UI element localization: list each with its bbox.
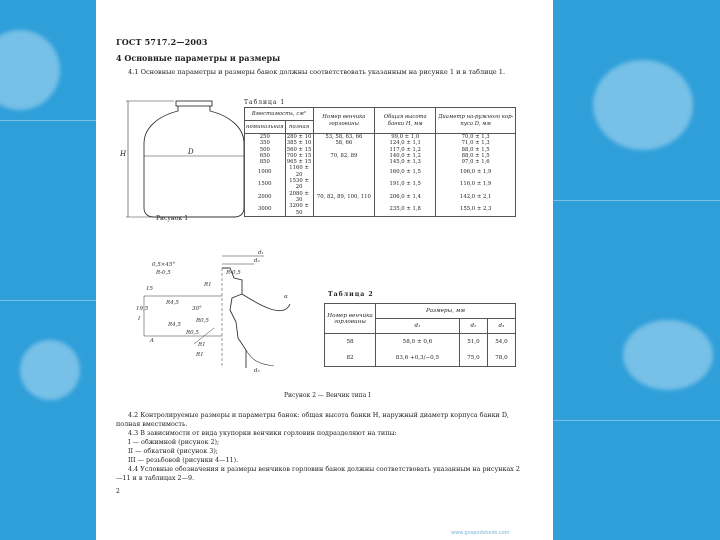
table-cell: 83,6 +0,3/−0,5 [376,350,460,367]
table-cell: 145,0 ± 1,3 [375,159,436,165]
table-cell: 350 [245,140,286,146]
section-title: 4 Основные параметры и размеры [116,53,281,63]
table1-header-nominal: номинальная [245,121,286,134]
list-item-type-3: III — резьбовой (рисунки 4—11). [128,456,239,464]
label-r1b: R1 [198,342,206,348]
table-cell: 70,0 ± 1,3 [436,134,516,141]
table-cell: 117,0 ± 1,2 [375,147,436,153]
label-chamfer: 0,5×45° [152,262,176,268]
label-r4-5b: R4,5 [168,322,181,328]
document-page [96,0,553,540]
table1-header-capacity: Вместимость, см³ [245,108,314,121]
label-d2: d₂ [254,258,260,264]
table-row [325,350,516,367]
label-r4-5: R4,5 [166,300,179,306]
label-30-deg: 30° [192,306,202,312]
panel-glow [593,60,693,150]
panel-glow [20,340,80,400]
table-cell: 1530 ± 20 [285,178,313,191]
label-I: I [138,316,141,322]
table-row [245,203,516,216]
table-cell: 3000 [245,203,286,216]
paragraph-4-2: 4.2 Контролируемые размеры и параметры банок: общая высота банки H, наружный диаметр корпуса банки D, полная вместимость. [116,411,509,428]
table2-header-neck-number: Номер венчика горловины [325,304,376,334]
table2-header-d1: d₁ [376,319,460,334]
table-cell: 1160 ± 20 [285,165,313,178]
table-cell: 106,0 ± 1,9 [436,165,516,178]
table-cell: 124,0 ± 1,1 [375,140,436,146]
table-row [245,178,516,191]
document-header: ГОСТ 5717.2—2003 [116,37,208,47]
table-cell: 2000 [245,191,286,204]
table1 [244,107,516,217]
table-cell: 97,0 ± 1,6 [436,159,516,165]
table-cell: 2080 ± 30 [285,191,313,204]
label-19-5: 19,5 [136,306,149,312]
table-row [245,191,516,204]
table-cell: 235,0 ± 1,8 [375,203,436,216]
table1-header-diameter: Диаметр на-ружного кор-пуса D, мм [436,108,516,134]
table-cell: 385 ± 10 [286,140,312,147]
table-row [245,165,516,178]
table-cell: 54,0 [487,334,515,351]
table-row [245,134,516,141]
paragraph-4-1: 4.1 Основные параметры и размеры банок должны соответствовать указанным на рисунке 1 и в таблице 1. [128,68,506,76]
table-cell: 88,0 ± 1,5 [436,147,516,153]
table1-caption: Таблица 1 [244,99,286,106]
left-decorative-panel [0,0,96,540]
table-cell: 191,0 ± 1,5 [375,178,436,191]
table-cell: 70, 82, 89, 100, 110 [313,191,374,204]
table-cell: 58, 66 [313,140,374,146]
label-d3: d₃ [254,368,260,374]
table-cell [313,178,374,191]
table-cell: 78,0 [487,350,515,367]
table-cell: 1000 [245,165,286,178]
label-r05-left: R-0,5 [156,270,171,276]
paragraph-4-3: 4.3 В зависимости от вида укупорки венчики горловин подразделяют на типы: [128,429,397,437]
table-cell: 1500 [245,178,286,191]
panel-stripe [553,420,720,421]
table-cell: 560 ± 15 [286,146,312,153]
label-r0-5b: R0,5 [186,330,199,336]
panel-glow [0,30,60,110]
label-r0-5: R0,5 [196,318,209,324]
table-cell: 650 [245,153,286,159]
label-D: D [188,148,194,156]
label-d1: d₁ [258,250,264,256]
table-cell: 51,0 [459,334,487,351]
table2-header-dimensions: Размеры, мм [376,304,516,319]
table-cell: 155,0 ± 2,3 [436,203,516,216]
table1-header-full: полная [285,121,313,134]
table-cell: 140,0 ± 1,2 [375,153,436,159]
table-cell: 82 [325,350,376,367]
table-cell: 850 [245,159,286,165]
figure1-caption: Рисунок 1 [156,215,189,222]
list-item-type-2: II — обкатной (рисунок 3); [128,447,218,455]
table-cell: 71,0 ± 1,3 [436,140,516,146]
label-r1: R1 [204,282,212,288]
neck-profile-drawing [134,248,304,378]
figure2-caption: Рисунок 2 — Венчик типа I [284,392,371,399]
table-row [325,334,516,351]
table-cell: 500 [245,147,286,153]
panel-stripe [0,300,96,301]
panel-stripe [0,120,96,121]
table-cell: 280 ± 10 [286,134,312,140]
table-cell: 53, 58, 63, 66 [313,134,374,141]
table2-header-d3: d₃ [487,319,515,334]
label-A: A [150,338,154,344]
table-cell: 75,0 [459,350,487,367]
right-decorative-panel [553,0,720,540]
table1-header-neck-number: Номер венчика горловины [313,108,374,134]
label-H: H [120,150,127,158]
panel-stripe [553,200,720,201]
table2-header-d2: d₂ [459,319,487,334]
label-alpha: α [284,294,288,300]
table-cell: 58,0 ± 0,6 [376,334,460,351]
jar-drawing [114,98,244,223]
table-cell: 160,0 ± 1,5 [375,165,436,178]
label-r1c: R1 [196,352,204,358]
table-cell: 3200 ± 50 [285,203,313,216]
label-15: 15 [146,286,153,292]
table-cell: 99,0 ± 1,0 [375,134,436,141]
paragraph-4-4: 4.4 Условные обозначения и размеры венчиков горловин банок должны соответствовать указанным на рисунках 2—11 и в таблицах 2—9. [116,465,520,482]
page-number: 2 [116,488,120,495]
panel-glow [623,320,713,390]
table2 [324,303,516,367]
table-cell: 142,0 ± 2,1 [436,191,516,204]
label-r05-right: R-0,5 [226,270,241,276]
table-cell [313,165,374,178]
table-cell: 206,0 ± 1,4 [375,191,436,204]
table-cell: 70, 82, 89 [313,153,374,159]
table2-caption: Таблица 2 [328,291,374,298]
list-item-type-1: I — обжимной (рисунок 2); [128,438,220,446]
table-cell: 250 [245,134,286,141]
table1-header-total-height: Общая высота банки H, мм [375,108,436,134]
table-cell: 116,0 ± 1,9 [436,178,516,191]
footer-url: www.gospodsheds.com [451,530,510,536]
table-cell: 700 ± 15 [286,152,312,159]
table-cell: 58 [325,334,376,351]
table-cell: 965 ± 15 [286,159,312,166]
table-cell: 88,0 ± 1,5 [436,153,516,159]
table-cell [313,203,374,216]
